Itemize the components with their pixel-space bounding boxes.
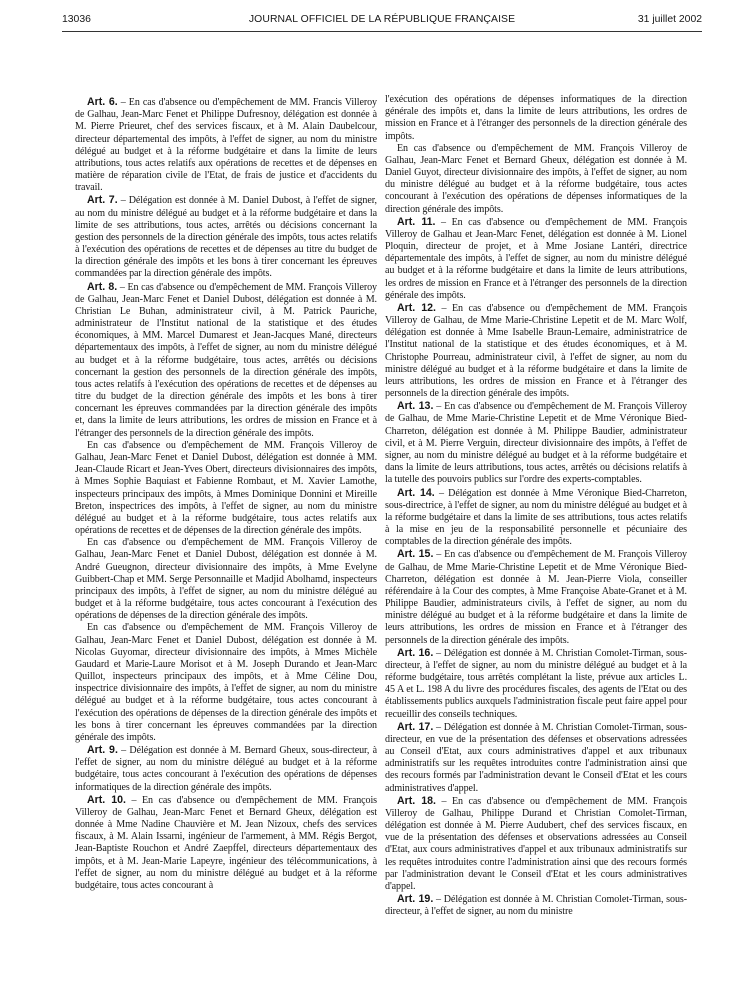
article-number: Art. 7. [87, 194, 118, 207]
issue-date: 31 juillet 2002 [637, 14, 702, 25]
paragraph-text: – Délégation est donnée à Mme Véronique Bied-Charreton, sous-directrice, à l'effet de signer, au nom du ministre délégué au budget et à la réforme budgétaire et dans la limite de ses attributions, tous actes relatifs à la mise en jeu de la responsabilité personnelle et pécuniaire des comptables de la direction générale des impôts. [385, 487, 687, 548]
paragraph-text: – En cas d'absence ou d'empêchement de MM. François Villeroy de Galhau, Jean-Marc Fenet et Daniel Dubost, délégation est donnée à M. Christian Le Buhan, administrateur civil, à M. Patrick Pauriche, administrateur de l'Institut national de la statistique et des études économiques, à MM. Marcel Dumarest et Jean-Jacques Mané, directeurs départementaux des impôts, à l'effet de signer, au nom du ministre délégué au budget et à la réforme budgétaire, tous actes, arrêtés ou décisions concernant la gestion des personnels de la direction générale des impôts, tous actes relatifs à l'exécution des opérations de recettes et de dépenses au titre du budget de la direction générale des impôts et les bons à tirer concernant les épreuves commandées par la direction générale des impôts et, dans la limite de leurs attributions, les ordres de mission en France et à l'étranger des personnels de la direction générale des impôts. [75, 281, 377, 439]
page-header [62, 14, 702, 32]
paragraph-text: – En cas d'absence ou d'empêchement de MM. Francis Villeroy de Galhau, Jean-Marc Fenet et Philippe Dufresnoy, délégation est donnée à M. Pierre Prieuret, chef des services fiscaux, et à M. Alain Daubelcour, directeur départemental des impôts, à l'effet de signer, au nom du ministre délégué au budget et à la réforme budgétaire et dans la limite de leurs attributions, tous actes relatifs aux opérations de recettes et de dépenses en matière de réparation civile de l'Etat, de frais de justice et d'accidents du travail. [75, 97, 377, 194]
article-number: Art. 17. [397, 720, 434, 733]
paragraph-text: – Délégation est donnée à M. Christian Comolet-Tirman, sous-directeur, à l'effet de signer, au nom du ministre délégué au budget et à la réforme budgétaire, tous arrêtés complétant la liste, prévue aux articles L. 45 A et L. 198 A du livre des procédures fiscales, des agents de l'Etat ou des établissements publics auxquels l'administration fiscale peut faire appel pour recueillir des conseils techniques. [385, 647, 687, 720]
paragraph [75, 440, 377, 537]
paragraph-text: – En cas d'absence ou d'empêchement de M. François Villeroy de Galhau, de Mme Marie-Christine Lepetit et de Mme Véronique Bied-Charreton, délégation est donnée à M. Jean-Pierre Viola, conseiller référendaire à la Cour des comptes, à Mme Françoise Abate-Granet et à M. Philippe Baudier, administrateurs civils, à l'effet de signer, au nom du ministre délégué au budget et à la réforme budgétaire et dans la limite de leurs attributions, les ordres de mission en France et à l'étranger des personnels de la direction générale des impôts. [385, 549, 687, 646]
article-number: Art. 13. [397, 400, 434, 413]
paragraph-text: – En cas d'absence ou d'empêchement de M. François Villeroy de Galhau, de Mme Marie-Christine Lepetit et de Mme Véronique Bied-Charreton, délégation est donnée à M. Philippe Baudier, administrateur civil, et à M. Pierre Verguin, directeur divisionnaire des impôts, à l'effet de signer, au nom du ministre délégué au budget et à la réforme budgétaire et dans la limite de leurs attributions, tous actes, arrêtés ou décisions relatifs à la tutelle des pouvoirs publics sur l'ordre des experts-comptables. [385, 401, 687, 486]
paragraph-text: l'exécution des opérations de dépenses informatiques de la direction générale des impôts et, dans la limite de leurs attributions, les ordres de mission en France et à l'étranger des personnels de la direction générale des impôts. [385, 94, 687, 142]
article-paragraph [75, 194, 377, 280]
paragraph-text: – Délégation est donnée à M. Christian Comolet-Tirman, sous-directeur, à l'effet de signer, au nom du ministre [385, 894, 687, 918]
right-column [385, 94, 687, 919]
article-paragraph [75, 96, 377, 194]
article-paragraph [75, 744, 377, 794]
paragraph [75, 622, 377, 744]
article-paragraph [75, 794, 377, 892]
article-number: Art. 8. [87, 280, 118, 293]
article-number: Art. 14. [397, 486, 435, 499]
article-number: Art. 6. [87, 96, 118, 108]
paragraph-text: En cas d'absence ou d'empêchement de MM. François Villeroy de Galhau, Jean-Marc Fenet et Daniel Dubost, délégation est donnée à M. Nicolas Guyomar, directeur divisionnaire des impôts, à Mmes Michèle Gaudard et Marie-Laure Morisot et à M. Joseph Durando et Jean-Marc Quillot, inspecteurs principaux des impôts, et à Mme Céline Dou, inspectrice divisionnaire des impôts, à l'effet de signer, au nom du ministre délégué au budget et à la réforme budgétaire, tous actes concourant à l'exécution des opérations de dépenses de la direction générale des impôts et les bons à tirer concernant les épreuves commandées par la direction générale des impôts. [75, 622, 377, 743]
paragraph-text: – Délégation est donnée à M. Bernard Gheux, sous-directeur, à l'effet de signer, au nom du ministre délégué au budget et à la réforme budgétaire, tous actes concourant à l'exécution des opérations de dépenses informatiques de la direction générale des impôts. [75, 745, 377, 793]
article-number: Art. 12. [397, 301, 437, 314]
article-number: Art. 15. [397, 548, 434, 561]
paragraph-text: – Délégation est donnée à M. Christian Comolet-Tirman, sous-directeur, en vue de la présentation des défenses et observations adressées au Conseil d'Etat, aux cours administratives d'appel et aux tribunaux administratifs sur les requêtes introduites contre l'administration ainsi que des recours formés par l'administration devant le Conseil d'Etat et les cours administratives d'appel. [385, 721, 687, 794]
paragraph-text: En cas d'absence ou d'empêchement de MM. François Villeroy de Galhau, Jean-Marc Fenet et Bernard Gheux, délégation est donnée à M. Daniel Guyot, directeur divisionnaire des impôts, à l'effet de signer, au nom du ministre délégué au budget et à la réforme budgétaire, tous actes concourant à l'exécution des opérations de dépenses informatiques de la direction générale des impôts. [385, 142, 687, 215]
paragraph-text: – En cas d'absence ou d'empêchement de MM. François Villeroy de Galhau et Jean-Marc Fenet, délégation est donnée à M. Lionel Ploquin, directeur de projet, et à Mme Josiane Lantéri, directrice départementale des impôts, à l'effet de signer, au nom du ministre délégué au budget et à la réforme budgétaire et dans la limite de leurs attributions, les ordres de mission en France et à l'étranger des personnels de la direction générale des impôts. [385, 216, 687, 301]
article-number: Art. 10. [87, 793, 127, 806]
paragraph-text: En cas d'absence ou d'empêchement de MM. François Villeroy de Galhau, Jean-Marc Fenet et Daniel Dubost, délégation est donnée à MM. Jean-Claude Ricart et Jean-Yves Obert, directeurs divisionnaires des impôts, à Mmes Sophie Baquiast et Fabienne Rombaut, et M. Xavier Lamothe, inspecteurs principaux des impôts, à Mmes Dominique Donnini et Mireille Breton, inspectrices des impôts, à l'effet de signer, au nom du ministre délégué au budget et à la réforme budgétaire, tous actes relatifs aux opérations de recettes et de dépenses de la direction générale des impôts. [75, 439, 377, 537]
article-paragraph [385, 400, 687, 486]
journal-title: JOURNAL OFFICIEL DE LA RÉPUBLIQUE FRANÇAISE [248, 14, 516, 25]
paragraph [385, 94, 687, 143]
article-paragraph [385, 487, 687, 549]
paragraph-text: – En cas d'absence ou d'empêchement de MM. François Villeroy de Galhau, de Mme Marie-Christine Lepetit et de M. Marc Wolf, délégation est donnée à Mme Isabelle Braun-Lemaire, administratrice de l'Institut national de la statistique et des études économiques, et à M. Christophe Pourreau, administrateur civil, à l'effet de signer, au nom du ministre délégué au budget et à la réforme budgétaire et dans la limite de leurs attributions, les ordres de mission en France et à l'étranger des personnels de la direction générale des impôts. [385, 302, 688, 400]
article-number: Art. 19. [397, 893, 434, 906]
article-paragraph [385, 795, 687, 893]
article-paragraph [385, 302, 687, 400]
paragraph [385, 143, 687, 216]
article-paragraph [385, 893, 687, 918]
paragraph-text: – Délégation est donnée à M. Daniel Dubost, à l'effet de signer, au nom du ministre délégué au budget et à la réforme budgétaire et dans la limite de ses attributions, tous actes, arrêtés ou décisions concernant la gestion des personnels de la direction générale des impôts, tous actes relatifs à l'exécution des opérations de recettes et de dépenses au titre du budget de la direction générale des impôts et les bons à tirer concernant les épreuves commandées par la direction générale des impôts. [75, 195, 377, 280]
paragraph-text: En cas d'absence ou d'empêchement de MM. François Villeroy de Galhau, Jean-Marc Fenet et Daniel Dubost, délégation est donnée à M. André Gueugnon, directeur divisionnaire des impôts, à Mme Evelyne Guibbert-Chap et MM. Serge Personnaille et Madjid Abolhamd, inspecteurs principaux des impôts, à l'effet de signer, au nom du ministre délégué au budget et à la réforme budgétaire, tous actes concourant à l'exécution des opérations de dépenses de la direction générale des impôts. [75, 537, 377, 622]
article-number: Art. 18. [397, 794, 437, 807]
article-paragraph [385, 647, 687, 721]
paragraph-text: – En cas d'absence ou d'empêchement de MM. François Villeroy de Galhau, Philippe Durand et Christian Comolet-Tirman, délégation est donnée à M. Pierre Audubert, chef des services fiscaux, en vue de la présentation des défenses et observations adressées au Conseil d'Etat, aux cours administratives d'appel et aux tribunaux administratifs sur les requêtes introduites contre l'administration ainsi que des recours formés par l'administration devant le Conseil d'Etat et les cours administratives d'appel. [385, 795, 688, 892]
left-column [75, 96, 377, 892]
page-number: 13036 [62, 14, 91, 25]
article-number: Art. 16. [397, 646, 434, 659]
article-number: Art. 11. [397, 215, 436, 228]
article-number: Art. 9. [87, 744, 118, 757]
article-paragraph [385, 216, 687, 302]
paragraph-text: – En cas d'absence ou d'empêchement de MM. François Villeroy de Galhau, Jean-Marc Fenet et Bernard Gheux, délégation est donnée à Mme Nadine Chauvière et M. Jean Nizoux, chefs des services fiscaux, à M. Alain Issarni, ingénieur de l'armement, à MM. Régis Bergot, Jean-Baptiste Rouchon et André Zaepffel, directeurs départementaux des impôts, et à M. Jean-Marie Lapeyre, ingénieur des télécommunications, à l'effet de signer, au nom du ministre délégué au budget et à la réforme budgétaire, tous actes concourant à [75, 794, 378, 891]
paragraph [75, 537, 377, 622]
article-paragraph [75, 281, 377, 440]
header-rule [62, 31, 702, 32]
article-paragraph [385, 548, 687, 646]
article-paragraph [385, 721, 687, 795]
